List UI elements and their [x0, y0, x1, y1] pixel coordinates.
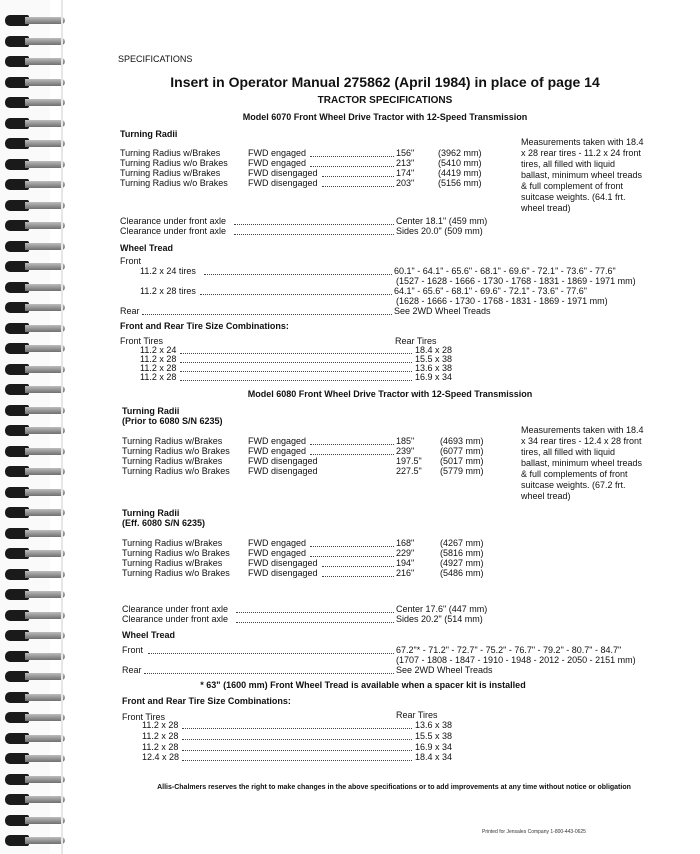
front-label: Front [122, 645, 144, 655]
wheel-tread-title: Wheel Tread [122, 630, 176, 640]
combo-front-header: Front Tires [120, 336, 164, 346]
leader-dots [180, 362, 412, 363]
leader-dots [310, 156, 394, 157]
binding-wire [25, 140, 65, 147]
turning-label: Turning Radius w/o Brakes [122, 446, 230, 456]
turning-mode: FWD disengaged [248, 568, 318, 578]
rear-label: Rear [120, 306, 140, 316]
spacer-note: * 63" (1600 mm) Front Wheel Tread is available when a spacer kit is installed [200, 680, 526, 690]
turning-inches: 213" [396, 158, 415, 168]
turning-inches: 229" [396, 548, 415, 558]
binding-ring [5, 240, 63, 253]
tread-tire: 11.2 x 24 tires [140, 266, 196, 276]
binding-ring [5, 465, 63, 478]
binding-wire [25, 79, 65, 86]
page-title: Insert in Operator Manual 275862 (April 1984) in place of page 14 [170, 74, 600, 90]
binding-ring [5, 322, 63, 335]
leader-dots [182, 739, 412, 740]
leader-dots [322, 576, 394, 577]
binding-ring [5, 55, 63, 68]
combo-front-header: Front Tires [122, 712, 166, 722]
binding-wire [25, 304, 65, 311]
turning-mode: FWD engaged [248, 446, 307, 456]
front-mm: (1707 - 1808 - 1847 - 1910 - 1948 - 2012 - 2050 - 2151 mm) [396, 655, 636, 665]
wheel-tread-title: Wheel Tread [120, 243, 174, 253]
turning-mm: (4419 mm) [438, 168, 482, 178]
binding-wire [25, 345, 65, 352]
binding-wire [25, 714, 65, 721]
tread-inches: 60.1" - 64.1" - 65.6" - 68.1" - 69.6" - 72.1" - 73.6" - 77.6" [394, 266, 616, 276]
leader-dots [310, 166, 394, 167]
binding-wire [25, 202, 65, 209]
leader-dots [310, 454, 394, 455]
binding-wire [25, 632, 65, 639]
combo-front: 11.2 x 28 [142, 731, 179, 741]
binding-ring [5, 670, 63, 683]
binding-ring [5, 752, 63, 765]
front-label: Front [120, 256, 142, 266]
binding-ring [5, 383, 63, 396]
turning-label: Turning Radius w/Brakes [122, 456, 223, 466]
leader-dots [182, 750, 412, 751]
binding-ring [5, 219, 63, 232]
combo-title: Front and Rear Tire Size Combinations: [122, 696, 291, 706]
model-6080-heading: Model 6080 Front Wheel Drive Tractor with 12-Speed Transmission [247, 389, 533, 399]
binding-ring [5, 260, 63, 273]
model-6070-heading: Model 6070 Front Wheel Drive Tractor with 12-Speed Transmission [242, 112, 528, 122]
turning-label: Turning Radius w/Brakes [120, 168, 221, 178]
page-edge [61, 0, 63, 854]
turning-mode: FWD disengaged [248, 558, 318, 568]
leader-dots [310, 556, 394, 557]
disclaimer: Allis-Chalmers reserves the right to make changes in the above specifications or to add improvements at any time without notice or obligation [157, 784, 631, 791]
rear-value: See 2WD Wheel Treads [394, 306, 491, 316]
turning-label: Turning Radius w/Brakes [122, 558, 223, 568]
measurement-note-6080: Measurements taken with 18.4 x 34 rear tires - 12.4 x 28 front tires, all filled with liquid ballast, minimum wheel treads & full complements of front suitcase weights. (67.2 frt. wheel tread) [521, 425, 644, 501]
leader-dots [180, 353, 412, 354]
binding-wire [25, 427, 65, 434]
tread-mm: (1527 - 1628 - 1666 - 1730 - 1768 - 1831 - 1869 - 1971 mm) [396, 276, 636, 286]
binding-wire [25, 263, 65, 270]
binding-ring [5, 137, 63, 150]
combo-front: 12.4 x 28 [142, 752, 180, 762]
binding-ring [5, 14, 63, 27]
binding-ring [5, 76, 63, 89]
binding-wire [25, 530, 65, 537]
binding-ring [5, 281, 63, 294]
turning-radii-sub-b: (Eff. 6080 S/N 6235) [122, 518, 206, 528]
combo-front: 11.2 x 28 [142, 742, 179, 752]
leader-dots [180, 380, 412, 381]
binding-wire [25, 120, 65, 127]
turning-mode: FWD disengaged [248, 168, 318, 178]
turning-mm: (3962 mm) [438, 148, 482, 158]
binding-wire [25, 489, 65, 496]
clearance-label: Clearance under front axle [122, 614, 229, 624]
combo-rear: 15.5 x 38 [415, 354, 453, 364]
turning-inches: 168" [396, 538, 415, 548]
binding-wire [25, 509, 65, 516]
binding-ring [5, 445, 63, 458]
binding-wire [25, 571, 65, 578]
combo-rear-header: Rear Tires [396, 710, 438, 720]
binding-wire [25, 38, 65, 45]
turning-radii-sub-a: (Prior to 6080 S/N 6235) [122, 416, 223, 426]
binding-wire [25, 222, 65, 229]
binding-wire [25, 673, 65, 680]
turning-inches: 216" [396, 568, 415, 578]
turning-mode: FWD engaged [248, 148, 307, 158]
turning-label: Turning Radius w/Brakes [122, 436, 223, 446]
turning-inches: 156" [396, 148, 415, 158]
tread-mm: (1628 - 1666 - 1730 - 1768 - 1831 - 1869 - 1971 mm) [396, 296, 608, 306]
turning-mode: FWD engaged [248, 158, 307, 168]
binding-ring [5, 773, 63, 786]
binding-wire [25, 817, 65, 824]
binding-wire [25, 407, 65, 414]
combo-front: 11.2 x 28 [142, 720, 179, 730]
leader-dots [234, 234, 394, 235]
rear-label: Rear [122, 665, 142, 675]
binding-ring [5, 834, 63, 847]
page-subtitle: TRACTOR SPECIFICATIONS [317, 95, 453, 106]
rear-value: See 2WD Wheel Treads [396, 665, 493, 675]
turning-inches: 197.5" [396, 456, 422, 466]
turning-mm: (4693 mm) [440, 436, 484, 446]
turning-label: Turning Radius w/o Brakes [122, 548, 230, 558]
clearance-value: Center 18.1" (459 mm) [396, 216, 488, 226]
binding-ring [5, 301, 63, 314]
clearance-value: Sides 20.0" (509 mm) [396, 226, 483, 236]
binding-ring [5, 199, 63, 212]
turning-mm: (6077 mm) [440, 446, 484, 456]
binding-ring [5, 629, 63, 642]
turning-mm: (5779 mm) [440, 466, 484, 476]
turning-radii-title-a: Turning Radii [122, 406, 180, 416]
binding-wire [25, 776, 65, 783]
combo-front: 11.2 x 24 [140, 345, 177, 355]
binding-ring [5, 711, 63, 724]
binding-ring [5, 691, 63, 704]
binding-wire [25, 837, 65, 844]
measurement-note-6070: Measurements taken with 18.4 x 28 rear tires - 11.2 x 24 front tires, all filled with liquid ballast, minimum wheel treads & full complement of front suitcase weights. (64.1 frt. wheel tread) [521, 137, 644, 213]
binding-ring [5, 732, 63, 745]
binding-ring [5, 96, 63, 109]
combo-rear-header: Rear Tires [395, 336, 437, 346]
front-inches: 67.2"* - 71.2" - 72.7" - 75.2" - 76.7" - 79.2" - 80.7" - 84.7" [396, 645, 622, 655]
turning-inches: 239" [396, 446, 415, 456]
clearance-value: Sides 20.2" (514 mm) [396, 614, 483, 624]
binding-wire [25, 181, 65, 188]
binding-wire [25, 161, 65, 168]
printer-credit: Printed for Jensales Company 1-800-443-0625 [482, 829, 586, 835]
leader-dots [236, 622, 394, 623]
binding-ring [5, 650, 63, 663]
binding-wire [25, 243, 65, 250]
combo-front: 11.2 x 28 [140, 354, 177, 364]
binding-wire [25, 694, 65, 701]
binding-ring [5, 568, 63, 581]
turning-label: Turning Radius w/o Brakes [122, 568, 230, 578]
turning-mode: FWD disengaged [248, 178, 318, 188]
combo-title: Front and Rear Tire Size Combinations: [120, 321, 289, 331]
turning-inches: 203" [396, 178, 415, 188]
combo-rear: 16.9 x 34 [415, 742, 453, 752]
turning-mm: (5816 mm) [440, 548, 484, 558]
leader-dots [200, 294, 392, 295]
turning-mm: (5486 mm) [440, 568, 484, 578]
binding-wire [25, 591, 65, 598]
combo-front: 11.2 x 28 [140, 363, 177, 373]
section-label: SPECIFICATIONS [118, 54, 193, 64]
turning-label: Turning Radius w/o Brakes [120, 158, 228, 168]
turning-label: Turning Radius w/Brakes [122, 538, 223, 548]
turning-label: Turning Radius w/o Brakes [120, 178, 228, 188]
turning-mode: FWD engaged [248, 548, 307, 558]
binding-wire [25, 550, 65, 557]
turning-mm: (5017 mm) [440, 456, 484, 466]
binding-ring [5, 527, 63, 540]
clearance-label: Clearance under front axle [122, 604, 229, 614]
leader-dots [148, 653, 394, 654]
clearance-label: Clearance under front axle [120, 216, 227, 226]
turning-label: Turning Radius w/o Brakes [122, 466, 230, 476]
turning-label: Turning Radius w/Brakes [120, 148, 221, 158]
leader-dots [182, 760, 412, 761]
leader-dots [322, 176, 394, 177]
tread-inches: 64.1" - 65.6" - 68.1" - 69.6" - 72.1" - 73.6" - 77.6" [394, 286, 587, 296]
combo-rear: 13.6 x 38 [415, 720, 453, 730]
combo-rear: 15.5 x 38 [415, 731, 453, 741]
turning-mm: (4927 mm) [440, 558, 484, 568]
leader-dots [310, 444, 394, 445]
combo-rear: 13.6 x 38 [415, 363, 453, 373]
binding-ring [5, 404, 63, 417]
binding-ring [5, 609, 63, 622]
binding-ring [5, 424, 63, 437]
clearance-label: Clearance under front axle [120, 226, 227, 236]
turning-mode: FWD engaged [248, 538, 307, 548]
binding-wire [25, 448, 65, 455]
binding-wire [25, 735, 65, 742]
binding-wire [25, 386, 65, 393]
leader-dots [182, 728, 412, 729]
leader-dots [236, 612, 394, 613]
leader-dots [144, 673, 394, 674]
turning-inches: 185" [396, 436, 415, 446]
leader-dots [180, 371, 412, 372]
turning-mode: FWD engaged [248, 436, 307, 446]
turning-mm: (5410 mm) [438, 158, 482, 168]
binding-ring [5, 793, 63, 806]
turning-mm: (5156 mm) [438, 178, 482, 188]
binding-wire [25, 325, 65, 332]
binding-wire [25, 612, 65, 619]
binding-ring [5, 35, 63, 48]
binding-ring [5, 178, 63, 191]
leader-dots [322, 566, 394, 567]
turning-inches: 174" [396, 168, 415, 178]
turning-mode: FWD disengaged [248, 466, 318, 476]
binding-wire [25, 468, 65, 475]
tread-tire: 11.2 x 28 tires [140, 286, 196, 296]
turning-inches: 227.5" [396, 466, 422, 476]
binding-wire [25, 755, 65, 762]
turning-radii-title: Turning Radii [120, 129, 178, 139]
combo-rear: 16.9 x 34 [415, 372, 453, 382]
combo-rear: 18.4 x 34 [415, 752, 453, 762]
leader-dots [142, 314, 392, 315]
leader-dots [322, 186, 394, 187]
binding-ring [5, 814, 63, 827]
turning-mode: FWD disengaged [248, 456, 318, 466]
binding-ring [5, 486, 63, 499]
clearance-value: Center 17.6" (447 mm) [396, 604, 488, 614]
binding-wire [25, 99, 65, 106]
turning-radii-title-b: Turning Radii [122, 508, 180, 518]
binding-ring [5, 588, 63, 601]
binding-ring [5, 342, 63, 355]
combo-front: 11.2 x 28 [140, 372, 177, 382]
turning-inches: 194" [396, 558, 415, 568]
binding-wire [25, 366, 65, 373]
binding-wire [25, 796, 65, 803]
binding-wire [25, 17, 65, 24]
binding-ring [5, 363, 63, 376]
binding-ring [5, 506, 63, 519]
combo-rear: 18.4 x 28 [415, 345, 453, 355]
turning-mm: (4267 mm) [440, 538, 484, 548]
leader-dots [234, 224, 394, 225]
binding-wire [25, 284, 65, 291]
binding-ring [5, 158, 63, 171]
binding-wire [25, 653, 65, 660]
binding-wire [25, 58, 65, 65]
leader-dots [204, 274, 392, 275]
binding-ring [5, 547, 63, 560]
binding-ring [5, 117, 63, 130]
leader-dots [310, 546, 394, 547]
